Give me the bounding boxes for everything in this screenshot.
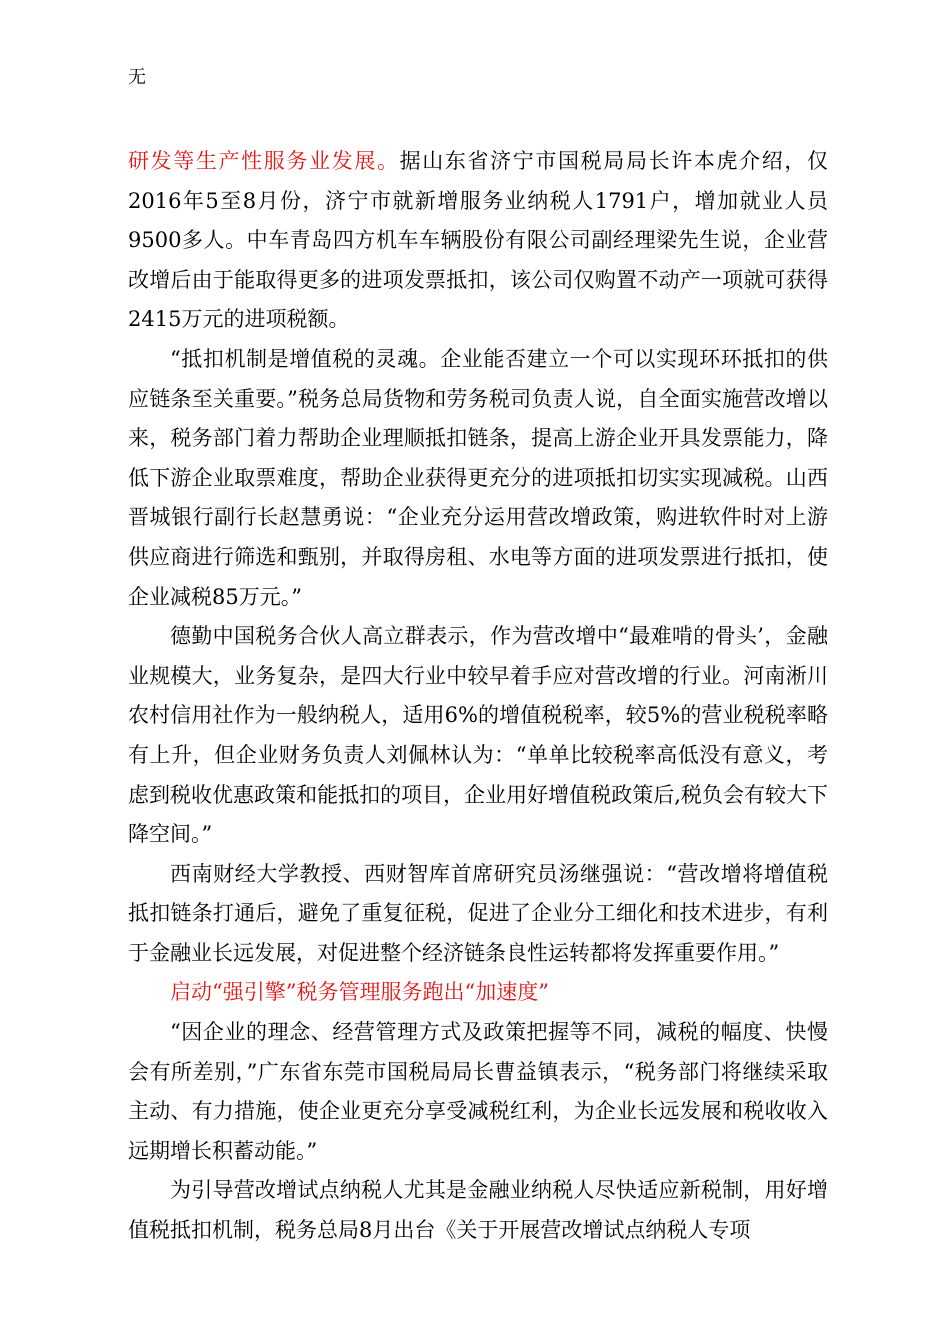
paragraph-3: 德勤中国税务合伙人高立群表示，作为营改增中“最难啃的骨头’，金融业规模大，业务复杂，是四大行业中较早着手应对营改增的行业。河南淅川农村信用社作为一般纳税人，适用6%的增值税税率，较5%的营业税税率略有上升，但企业财务负责人刘佩林认为：“单单比较税率高低没有意义，考虑到税收优惠政策和能抵扣的项目，企业用好增值税政策后,税负会有较大下降空间。”	[128, 624, 828, 847]
article-body	[128, 142, 828, 1251]
highlighted-phrase: 研发等生产性服务业发展。	[128, 149, 400, 173]
paragraph-1-text: 据山东省济宁市国税局局长许本虎介绍，仅2016年5至8月份，济宁市就新增服务业纳税人1791户，增加就业人员9500多人。中车青岛四方机车车辆股份有限公司副经理梁先生说，企业营改增后由于能取得更多的进项发票抵扣，该公司仅购置不动产一项就可获得2415万元的进项税额。	[128, 149, 829, 332]
page-header: 无	[128, 67, 146, 88]
paragraph-1	[128, 142, 828, 340]
paragraph-2: “抵扣机制是增值税的灵魂。企业能否建立一个可以实现环环抵扣的供应链条至关重要。”税务总局货物和劳务税司负责人说，自全面实施营改增以来，税务部门着力帮助企业理顺抵扣链条，提高上游企业开具发票能力，降低下游企业取票难度，帮助企业获得更充分的进项抵扣切实实现减税。山西晋城银行副行长赵慧勇说：“企业充分运用营改增政策，购进软件时对上游供应商进行筛选和甄别，并取得房租、水电等方面的进项发票进行抵扣，使企业减税85万元。”	[128, 346, 828, 609]
paragraph-5: “因企业的理念、经营管理方式及政策把握等不同，减税的幅度、快慢会有所差别，”广东省东莞市国税局局长曹益镇表示，“税务部门将继续采取主动、有力措施，使企业更充分享受减税红利，为企业长远发展和税收收入远期增长积蓄动能。”	[128, 1020, 828, 1163]
paragraph-6: 为引导营改增试点纳税人尤其是金融业纳税人尽快适应新税制，用好增值税抵扣机制，税务总局8月出台《关于开展营改增试点纳税人专项	[128, 1178, 828, 1243]
paragraph-4: 西南财经大学教授、西财智库首席研究员汤继强说：“营改增将增值税抵扣链条打通后，避免了重复征税，促进了企业分工细化和技术进步，有利于金融业长远发展，对促进整个经济链条良性运转都将发挥重要作用。”	[128, 861, 828, 965]
section-heading: 启动“强引擎”税务管理服务跑出“加速度”	[170, 980, 549, 1005]
